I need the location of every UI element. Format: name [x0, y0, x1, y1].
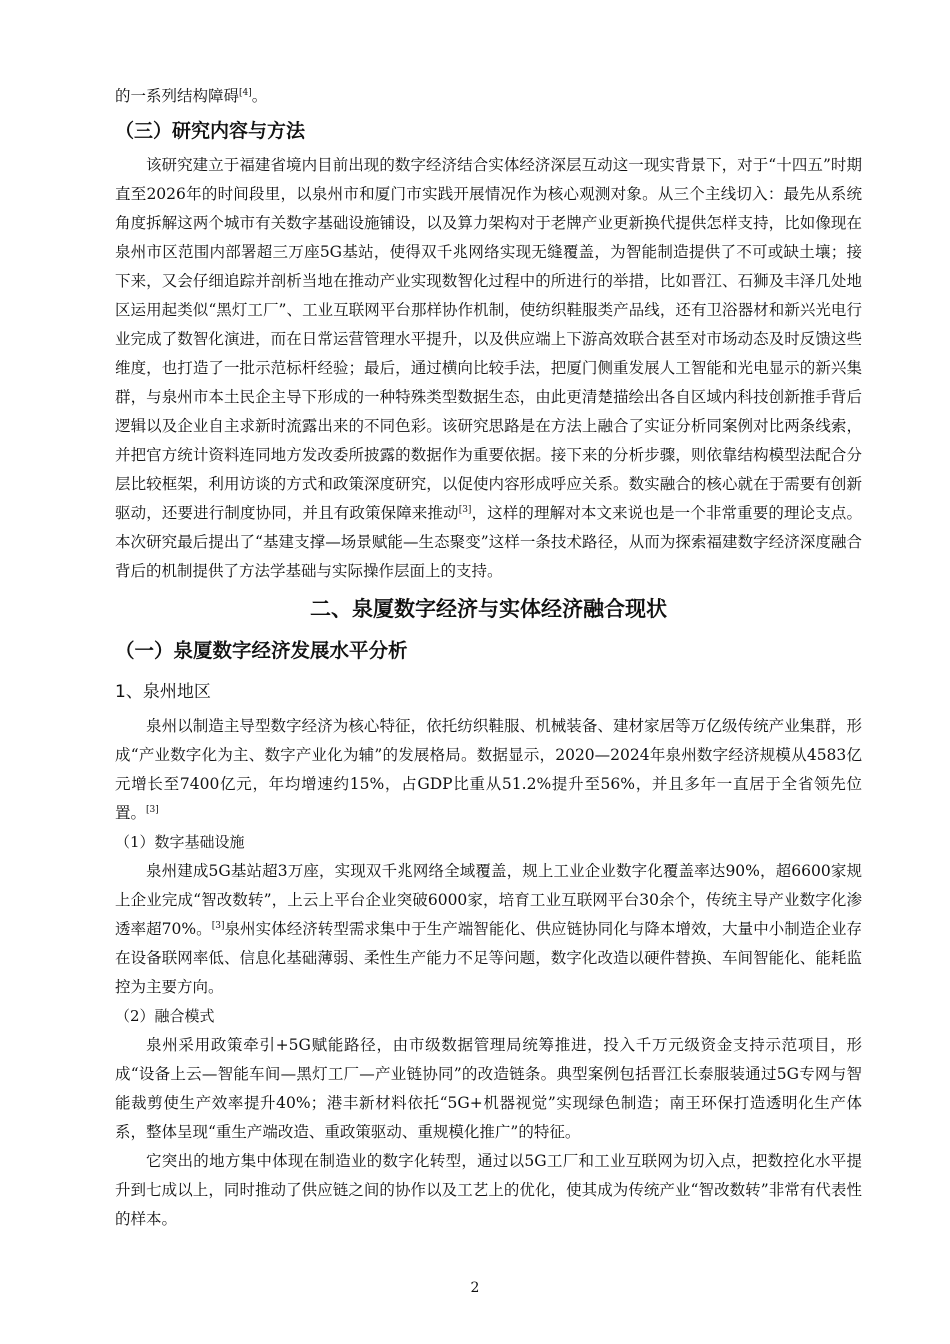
text-span: 该研究建立于福建省境内目前出现的数字经济结合实体经济深层互动这一现实背景下，对于“十四五”时期直至2026年的时间段里，以泉州市和厦门市实践开展情况作为核心观测对象。从三个主线切入：最先从系统角度拆解这两个城市有关数字基础设施铺设，以及算力架构对于老牌产业更新换代提供怎样支持，比如像现在泉州市区范围内部署超三万座5G基站，使得双千兆网络实现无缝覆盖，为智能制造提供了不可或缺土壤；接下来，又会仔细追踪并剖析当地在推动产业实现数智化过程中的所进行的举措，比如晋江、石狮及丰泽几处地区运用起类似“黑灯工厂”、工业互联网平台那样协作机制，使纺织鞋服类产品线，还有卫浴器材和新兴光电行业完成了数智化演进，而在日常运营管理水平提升，以及供应端上下游高效联合甚至对市场动态及时反馈这些维度，也打造了一批示范标杆经验；最后，通过横向比较手法，把厦门侧重发展人工智能和光电显示的新兴集群，与泉州市本土民企主导下形成的一种特殊类型数据生态，由此更清楚描绘出各自区域内科技创新推手背后逻辑以及企业自主求新时流露出来的不同色彩。该研究思路是在方法上融合了实证分析同案例对比两条线索，并把官方统计资料连同地方发改委所披露的数据作为重要依据。接下来的分析步骤，则依靠结构模型法配合分层比较框架，利用访谈的方式和政策深度研究，以促使内容形成呼应关系。数实融合的核心就在于需要有创新驱动，还要进行制度协同，并且有政策保障来推动 [115, 156, 862, 522]
text-span: 泉州建成5G基站超3万座，实现双千兆网络全域覆盖，规上工业企业数字化覆盖率达90%，超6600家规上企业完成“智改数转”，上云上平台企业突破6000家，培育工业互联网平台30余个，传统主导产业数字化渗透率超70%。 [115, 862, 862, 938]
paragraph-integration-mode: 泉州采用政策牵引+5G赋能路径，由市级数据管理局统筹推进，投入千万元级资金支持示范项目，形成“设备上云—智能车间—黑灯工厂—产业链协同”的改造链条。典型案例包括晋江长泰服装通过5G专网与智能裁剪使生产效率提升40%；港丰新材料依托“5G+机器视觉”实现绿色制造；南王环保打造透明化生产体系，整体呈现“重生产端改造、重政策驱动、重规模化推广”的特征。 [115, 1036, 862, 1141]
paragraph-integration-summary: 它突出的地方集中体现在制造业的数字化转型，通过以5G工厂和工业互联网为切入点，把数控化水平提升到七成以上，同时推动了供应链之间的协作以及工艺上的优化，使其成为传统产业“智改数转”非常有代表性的样本。 [115, 1152, 862, 1228]
citation: [3] [211, 920, 225, 931]
text-span: 。 [251, 87, 268, 105]
text-span: 的一系列结构障碍 [115, 87, 240, 105]
region-heading-quanzhou: 1、泉州地区 [115, 682, 211, 702]
citation: [3] [146, 804, 159, 815]
subsection-heading: （一）泉厦数字经济发展水平分析 [115, 639, 408, 662]
paragraph-quanzhou-overview [115, 712, 862, 828]
citation: [3] [458, 504, 472, 515]
text-span: ，这样的理解对本文来说也是一个非常重要的理论支点。本次研究最后提出了“基建支撑—场景赋能—生态聚变”这样一条技术路径，从而为探索福建数字经济深度融合背后的机制提供了方法学基础与实际操作层面上的支持。 [115, 504, 862, 580]
text-span: 泉州以制造主导型数字经济为核心特征，依托纺织鞋服、机械装备、建材家居等万亿级传统产业集群，形成“产业数字化为主、数字产业化为辅”的发展格局。数据显示，2020—2024年泉州数字经济规模从4583亿元增长至7400亿元，年均增速约15%，占GDP比重从51.2%提升至56%，并且多年一直居于全省领先位置。 [115, 717, 862, 822]
section-heading-research-methods: （三）研究内容与方法 [115, 120, 306, 142]
paragraph-infrastructure [115, 857, 862, 1002]
item-heading-infrastructure: （1）数字基础设施 [115, 833, 245, 851]
page-number: 2 [470, 1280, 480, 1296]
text-span: 泉州实体经济转型需求集中于生产端智能化、供应链协同化与降本增效，大量中小制造企业存在设备联网率低、信息化基础薄弱、柔性生产能力不足等问题，数字化改造以硬件替换、车间智能化、能耗监控为主要方向。 [115, 920, 862, 996]
citation: [4] [239, 87, 252, 98]
paragraph-intro-tail [115, 82, 862, 111]
page-body [115, 82, 862, 1234]
item-heading-integration-mode: （2）融合模式 [115, 1007, 215, 1025]
paragraph-research-methods [115, 151, 862, 586]
chapter-heading: 二、泉厦数字经济与实体经济融合现状 [310, 597, 667, 621]
